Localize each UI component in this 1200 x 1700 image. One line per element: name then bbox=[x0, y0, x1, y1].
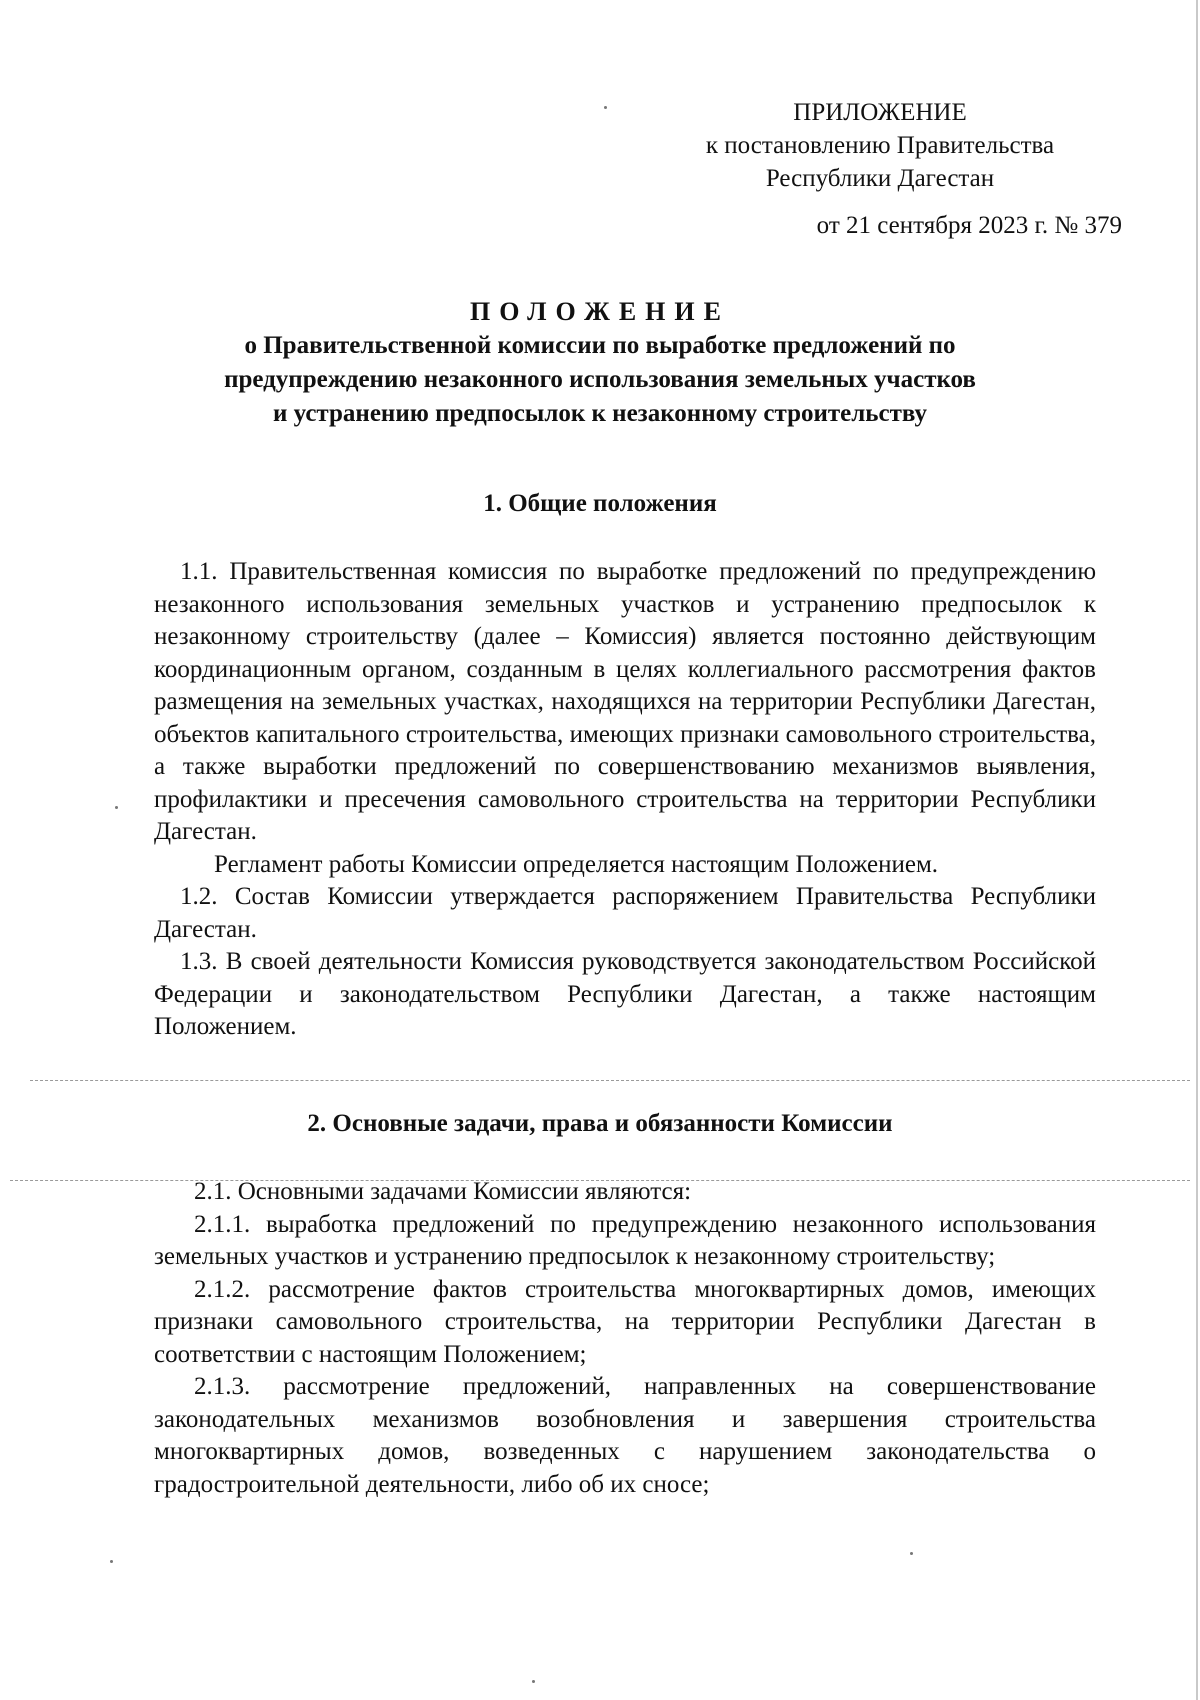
header-line-republic: Республики Дагестан bbox=[765, 165, 995, 192]
paragraph-2-1-1: 2.1.1. выработка предложений по предупреждению незаконного использования земельных участков и устранению предпосылок к незаконному строительству; bbox=[154, 1210, 1096, 1270]
header-line-resolution: к постановлению Правительства bbox=[705, 132, 1055, 159]
scan-speck bbox=[110, 1560, 113, 1563]
paragraph-regulation: Регламент работы Комиссии определяется настоящим Положением. bbox=[214, 850, 939, 878]
scan-speck bbox=[910, 1552, 913, 1555]
document-title bbox=[0, 295, 1200, 431]
paragraph-2-1-2: 2.1.2. рассмотрение фактов строительства многоквартирных домов, имеющих признаки самовольного строительства, на территории Республики Дагестан в соответствии с настоящим Положением; bbox=[154, 1275, 1096, 1368]
scan-speck bbox=[532, 1680, 535, 1683]
paragraph-1-2: 1.2. Состав Комиссии утверждается распоряжением Правительства Республики Дагестан. bbox=[154, 883, 1096, 943]
paragraph-2-1-3: 2.1.3. рассмотрение предложений, направленных на совершенствование законодательных механизмов возобновления и завершения строительства многоквартирных домов, возведенных с нарушением законодательства о градостроительной деятельности, либо об их сносе; bbox=[154, 1373, 1096, 1498]
section-2-heading: 2. Основные задачи, права и обязанности Комиссии bbox=[307, 1110, 893, 1137]
title-sub-line-1: о Правительственной комиссии по выработке предложений по bbox=[244, 332, 956, 359]
scan-artifact-line bbox=[30, 1080, 1190, 1081]
scan-edge-right bbox=[1196, 0, 1198, 1700]
header-date-number: от 21 сентября 2023 г. № 379 bbox=[816, 212, 1122, 239]
title-sub-line-2: предупреждению незаконного использования земельных участков bbox=[224, 366, 976, 393]
appendix-header bbox=[640, 96, 1120, 195]
title-sub-line-3: и устранению предпосылок к незаконному строительству bbox=[272, 400, 928, 427]
scan-speck bbox=[115, 806, 118, 809]
section-1-heading: 1. Общие положения bbox=[483, 490, 717, 517]
paragraph-1-3: 1.3. В своей деятельности Комиссия руководствуется законодательством Российской Федерации и законодательством Республики Дагестан, а также настоящим Положением. bbox=[154, 948, 1096, 1040]
paragraph-1-1: 1.1. Правительственная комиссия по выработке предложений по предупреждению незаконного использования земельных участков и устранению предпосылок к незаконному строительству (далее – Комиссия) является постоянно действующим координационным органом, созданным в целях коллегиального рассмотрения фактов размещения на земельных участках, находящихся на территории Республики Дагестан, объектов капитального строительства, имеющих признаки самовольного строительства, а также выработки предложений по совершенствованию механизмов выявления, профилактики и пресечения самовольного строительства на территории Республики Дагестан. bbox=[154, 558, 1096, 845]
title-main: ПОЛОЖЕНИЕ bbox=[470, 297, 730, 326]
paragraph-2-1: 2.1. Основными задачами Комиссии являются: bbox=[194, 1178, 692, 1205]
section-1-body bbox=[154, 556, 1096, 1044]
header-line-appendix: ПРИЛОЖЕНИЕ bbox=[793, 99, 967, 126]
section-2-body bbox=[154, 1176, 1096, 1501]
scan-speck bbox=[604, 106, 607, 109]
